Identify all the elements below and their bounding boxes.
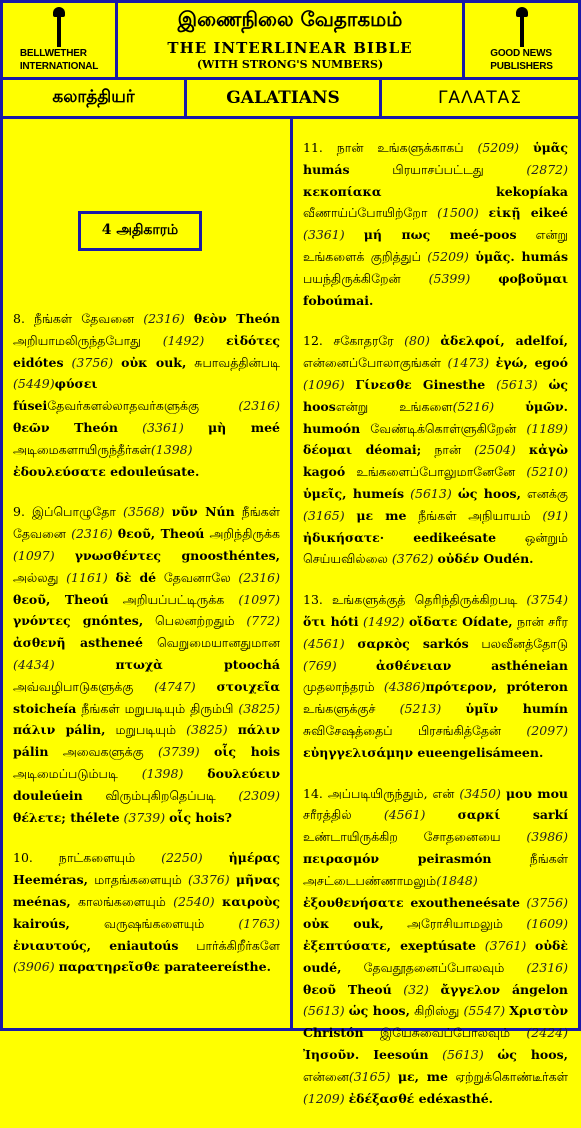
english-title: THE INTERLINEAR BIBLE [167, 39, 413, 57]
verse-v9: 9. இப்பொழுதோ (3568) νῦν Nún நீங்கள் தேவனை (2316) θεοῦ, Theoú அறிந்திருக்க (1097) γνωσθέντες gnoosthéntes, அல்லது (1161) δὲ dé தேவனாலே (2316) θεοῦ, Theoú அறியப்பட்டிருக்க (1097) γνόντες gnóntes, பெலனற்றதும் (772) ἀσθενῆ astheneé வெறுமையானதுமான (4434) πτωχὰ ptoochá அவ்வழிபாடுகளுக்கு (4747) στοιχεῖα stoicheía நீங்கள் மறுபடியும் திரும்பி (3825) πάλιν pálin, மறுபடியும் (3825) πάλιν pálin அவைகளுக்கு (3739) οἷς hois அடிமைப்படும்படி (1398) δουλεύειν douleúein விரும்புகிறதெப்படி (2309) θέλετε; thélete (3739) οἷς hois? [13, 504, 281, 825]
subtitle: (WITH STRONG'S NUMBERS) [196, 58, 384, 71]
verse-v12: 12. சகோதரரே (80) ἀδελφοί, adelfoí, என்னைப்போலாகுங்கள் (1473) ἐγώ, egoó (1096) Γίνεσθε Ginesthe (5613) ὡς hoosஎன்று உங்களை(5216) ὑμῶν. humoón வேண்டிக்கொள்ளுகிறேன் (1189) δέομαι déomai; நான் (2504) κἀγὼ kagoó உங்களைப்போலுமானேனே (5210) ὑμεῖς, humeís (5613) ὡς hoos, எனக்கு (3165) με me நீங்கள் அநியாயம் (91) ἠδικήσατε· eedikeésate ஒன்றும் செய்யவில்லை (3762) οὐδέν Oudén. [303, 333, 569, 567]
header-title-box [115, 0, 465, 80]
tamil-title: இணைநிலை வேதாகமம் [177, 7, 403, 31]
good-news-logo-text: GOOD NEWS PUBLISHERS [490, 48, 553, 72]
left-column-text [13, 308, 280, 997]
book-title-english: GALATIANS [184, 77, 382, 119]
right-column-text [303, 137, 568, 1128]
verse-v11: 11. நான் உங்களுக்காகப் (5209) ὑμᾶς humás பிரயாசப்பட்டது (2872) κεκοπίακα kekopíaka வீணாய்ப்போயிற்றோ (1500) εἰκῇ eikeé (3361) μή πως meé-poos என்று உங்களைக் குறித்துப் (5209) ὑμᾶς. humás பயந்திருக்கிறேன் (5399) φοβοῦμαι foboúmai. [303, 140, 569, 308]
verse-v10: 10. நாட்களையும் (2250) ἡμέρας Heeméras, மாதங்களையும் (3376) μῆνας meénas, காலங்களையும் (2540) καιροὺς kairoús, வருஷங்களையும் (1763) ἐνιαυτούς, eniautoús பார்க்கிறீர்களே (3906) παρατηρεῖσθε parateereísthe. [13, 850, 280, 975]
good-news-logo-icon [514, 7, 530, 47]
book-title-greek: ΓΑΛΑΤΑΣ [379, 77, 581, 119]
good-news-logo [462, 0, 581, 80]
chapter-label: 4 அதிகாரம் [78, 211, 202, 251]
verse-v8: 8. நீங்கள் தேவனை (2316) θεὸν Theón அறியாமலிருந்தபோது (1492) εἰδότες eidótes (3756) οὐκ ouk, சுபாவத்தின்படி (5449)φύσει fúseiதேவர்களல்லாதவர்களுக்கு (2316) θεῶν Theón (3361) μὴ meé அடிமைகளாயிருந்தீர்கள்(1398) ἐδουλεύσατε edouleúsate. [13, 311, 281, 479]
bellwether-logo-text: BELLWETHER INTERNATIONAL [19, 48, 99, 72]
verse-v14: 14. அப்படியிருந்தும், என் (3450) μου mou சரீரத்தில் (4561) σαρκί sarkí உண்டாயிருக்கிற சோதனையை (3986) πειρασμόν peirasmón நீங்கள் அசட்டைபண்ணாமலும்(1848) ἐξουθενήσατε exoutheneésate (3756) οὐκ ouk, அரோசியாமலும் (1609) ἐξεπτύσατε, exeptúsate (3761) οὐδὲ oudé, தேவதூதனைப்போலவும் (2316) θεοῦ Theoú (32) ἄγγελον ángelon (5613) ὡς hoos, கிறிஸ்து (5547) Χριστὸν Christón இயேசுவைப்போலவும் (2424) Ἰησοῦν. Ieesoún (5613) ὡς hoos, என்னை(3165) με, me ஏற்றுக்கொண்டீர்கள் (1209) ἐδέξασθέ edéxasthé. [303, 785, 568, 1106]
verse-v13: 13. உங்களுக்குத் தெரிந்திருக்கிறபடி (3754) ὅτι hóti (1492) οἴδατε Oídate, நான் சரீர (4561) σαρκὸς sarkós பலவீனத்தோடு (769) ἀσθένειαν asthéneian முதலாந்தரம் (4386)πρότερον, próteron உங்களுக்குச் (5213) ὑμῖν humín சுவிசேஷத்தைப் பிரசங்கித்தேன் (2097) εὐηγγελισάμην eueengelisámeen. [303, 592, 568, 760]
bellwether-logo-icon [51, 7, 67, 47]
bellwether-logo [0, 0, 118, 80]
book-title-tamil: கலாத்தியர் [0, 77, 187, 119]
